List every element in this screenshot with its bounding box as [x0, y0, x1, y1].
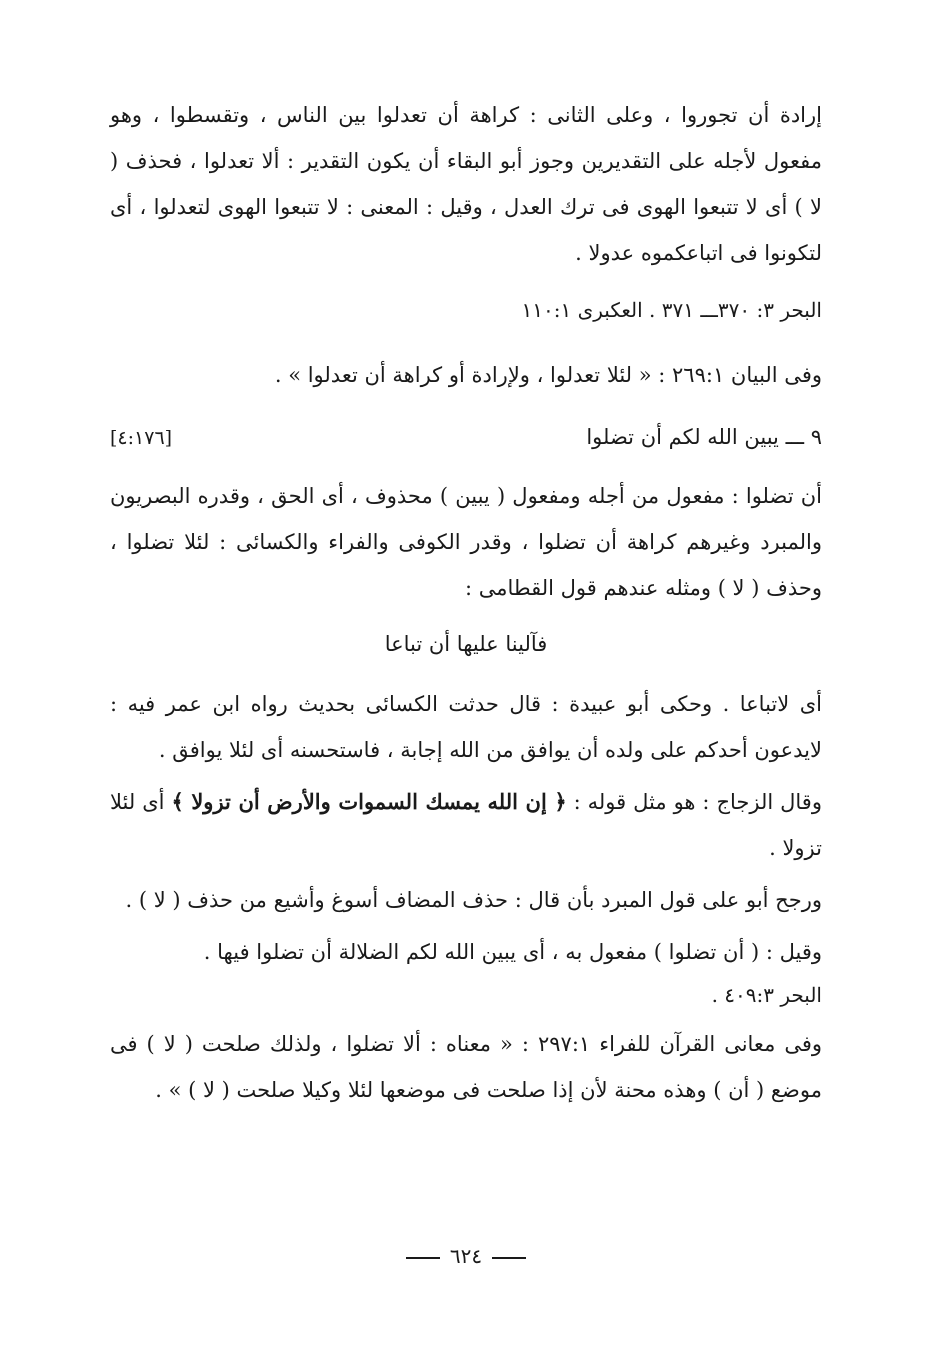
zajjaj-intro: وقال الزجاج : هو مثل قوله :: [566, 790, 822, 814]
paragraph-qila: وقيل : ( أن تضلوا ) مفعول به ، أى يبين الله لكم الضلالة أن تضلوا فيها .: [203, 940, 822, 964]
source-reference-bahr-2: البحر ٤٠٩:٣ .: [711, 983, 822, 1007]
page-number: [0, 1244, 932, 1268]
paragraph-bayan: وفى البيان ٢٦٩:١ : « لئلا تعدلوا ، ولإرادة أو كراهة أن تعدلوا » .: [274, 363, 822, 387]
paragraph-grammar: أن تضلوا : مفعول من أجله ومفعول ( يبين ) محذوف ، أى الحق ، وقدره البصريون والمبرد وغيرهم كراهة أن تضلوا ، وقدر الكوفى والفراء والكسائى : لئلا تضلوا ، وحذف ( لا ) ومثله عندهم قول القطامى :: [110, 484, 822, 600]
verse-reference: [٤:١٧٦]: [110, 427, 173, 449]
poem-line: فآلينا عليها أن تباعا: [384, 632, 548, 656]
zajjaj-tail: أى لئلا تزولا .: [110, 790, 822, 860]
paragraph-kisai: أى لاتباعا . وحكى أبو عبيدة : قال حدثت الكسائى بحديث رواه ابن عمر فيه : لايدعون أحدكم على ولده أن يوافق من الله إجابة ، فاستحسنه أى لئلا يوافق .: [110, 692, 822, 762]
dash-left: [492, 1257, 526, 1259]
verse-heading: [110, 416, 822, 459]
verse-text: ٩ ـــ يبين الله لكم أن تضلوا: [586, 425, 822, 449]
page-body: [110, 92, 822, 1113]
paragraph-intro: إرادة أن تجوروا ، وعلى الثانى : كراهة أن تعدلوا بين الناس ، وتقسطوا ، وهو مفعول لأجله على التقديرين وجوز أبو البقاء أن يكون التقدير : ألا تعدلوا ، فحذف ( لا ) أى لا تتبعوا الهوى فى ترك العدل ، وقيل : المعنى : لا تتبعوا الهوى لتعدلوا ، أى لتكونوا فى اتباعكموه عدولا .: [110, 103, 822, 265]
paragraph-farra: وفى معانى القرآن للفراء ٢٩٧:١ : « معناه : ألا تضلوا ، ولذلك صلحت ( لا ) فى موضع ( أن ) وهذه محنة لأن إذا صلحت فى موضعها لئلا وكيلا صلحت ( لا ) » .: [110, 1032, 823, 1102]
source-reference-bahr: البحر ٣: ٣٧٠ـــ ٣٧١ . العكبرى ١١٠:١: [521, 298, 822, 322]
paragraph-abu-ali: ورجح أبو على قول المبرد بأن قال : حذف المضاف أسوغ وأشيع من حذف ( لا ) .: [125, 888, 822, 912]
quran-quote: ﴿ إن الله يمسك السموات والأرض أن تزولا ﴾: [171, 789, 567, 814]
paragraph-zajjaj: [110, 779, 822, 871]
page-number-text: ٦٢٤: [449, 1244, 483, 1268]
dash-right: [406, 1257, 440, 1259]
